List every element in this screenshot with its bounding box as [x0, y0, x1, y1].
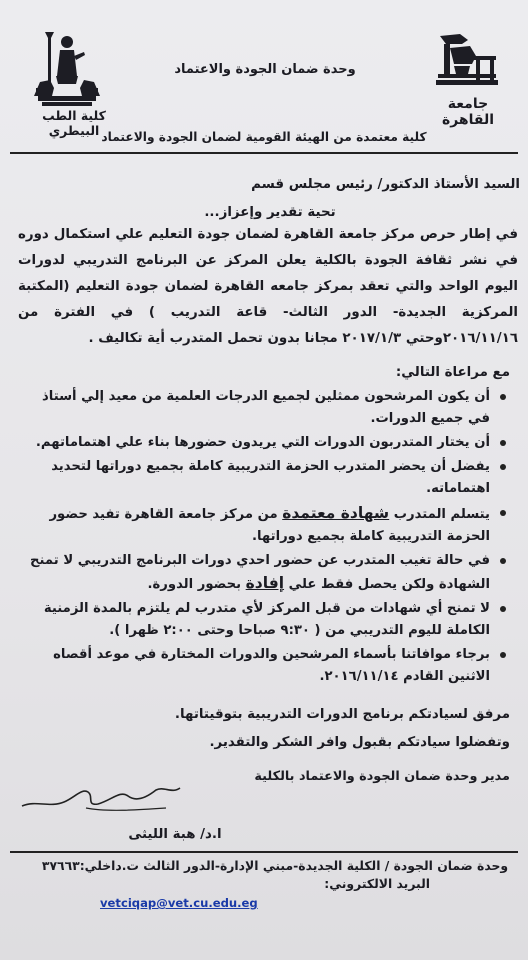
attendance-statement-emphasis: إفادة — [245, 574, 285, 592]
footer-divider — [10, 851, 518, 853]
header-divider — [10, 152, 518, 154]
list-item: يتسلم المتدرب شهادة معتمدة من مركز جامعة القاهرة تفيد حضور الحزمة التدريبية كاملة بجميع دوراتها. — [22, 502, 512, 548]
footer-email-link[interactable]: vetciqap@vet.cu.edu.eg — [100, 896, 258, 910]
university-name: جامعة القاهرة — [441, 96, 495, 128]
attachment-note: مرفق لسيادتكم برنامج الدورات التدريبية بتوقيتاتها. — [174, 707, 510, 722]
closing: وتفضلوا سيادتكم بقبول وافر الشكر والتقدير. — [209, 735, 510, 750]
certified-certificate-emphasis: شهادة معتمدة — [282, 504, 390, 522]
addressee: السيد الأستاذ الدكتور/ رئيس مجلس قسم — [251, 177, 520, 192]
greeting: تحية تقدير وإعزاز... — [204, 205, 336, 220]
signer-title: مدير وحدة ضمان الجودة والاعتماد بالكلية — [254, 769, 510, 784]
list-item: في حالة تغيب المتدرب عن حضور احدي دورات البرنامج التدريبي لا تمنح الشهادة ولكن يحصل فقط علي إفادة بحضور الدورة. — [22, 550, 512, 596]
unit-title: وحدة ضمان الجودة والاعتماد — [174, 62, 356, 77]
conditions-list — [22, 386, 512, 690]
conditions-intro: مع مراعاة التالي: — [395, 365, 510, 380]
list-item: يفضل أن يحضر المتدرب الحزمة التدريبية كاملة بجميع دوراتها لتحديد اهتماماته. — [22, 456, 512, 500]
signature-icon — [16, 778, 186, 818]
accreditation-line: كلية معتمدة من الهيئة القومية لضمان الجودة والاعتماد — [101, 130, 427, 144]
faculty-logo-icon — [30, 26, 104, 112]
footer-email-label: البريد الالكتروني: — [324, 876, 430, 891]
signer-name: ا.د/ هبة الليثى — [128, 827, 222, 842]
footer-address: وحدة ضمان الجودة / الكلية الجديدة-مبني الإدارة-الدور الثالث ت.داخلي:٣٧٦٦٣ — [41, 858, 509, 873]
list-item: أن يختار المتدربون الدورات التي يريدون حضورها بناء علي اهتماماتهم. — [22, 432, 512, 454]
faculty-name: كلية الطب البيطري — [42, 108, 106, 138]
list-item: لا تمنح أي شهادات من قبل المركز لأي متدرب لم يلتزم بالمدة الزمنية الكاملة لليوم التدريبي من ( ٩:٣٠ صباحا وحتى ٢:٠٠ ظهرا ). — [22, 598, 512, 642]
body-paragraph: في إطار حرص مركز جامعة القاهرة لضمان جودة التعليم علي استكمال دوره في نشر ثقافة الجودة بالكلية يعلن المركز عن البرنامج التدريبي لدورات اليوم الواحد والتي تعقد بمركز جامعه القاهرة لضمان جودة التعليم (المكتبة المركزية الجديدة- الدور الثالث- قاعة التدريب ) في الفترة من ٢٠١٦/١١/١٦وحتي ٢٠١٧/١/٣ مجانا بدون تحمل المتدرب أية تكاليف . — [18, 227, 518, 346]
list-item: برجاء موافاتنا بأسماء المرشحين والدورات المختارة في موعد أقصاه الاثنين القادم ٢٠١٦/١١/١٤. — [22, 644, 512, 688]
list-item: أن يكون المرشحون ممثلين لجميع الدرجات العلمية من معيد إلي أستاذ في جميع الدورات. — [22, 386, 512, 430]
university-logo-icon — [432, 30, 502, 88]
